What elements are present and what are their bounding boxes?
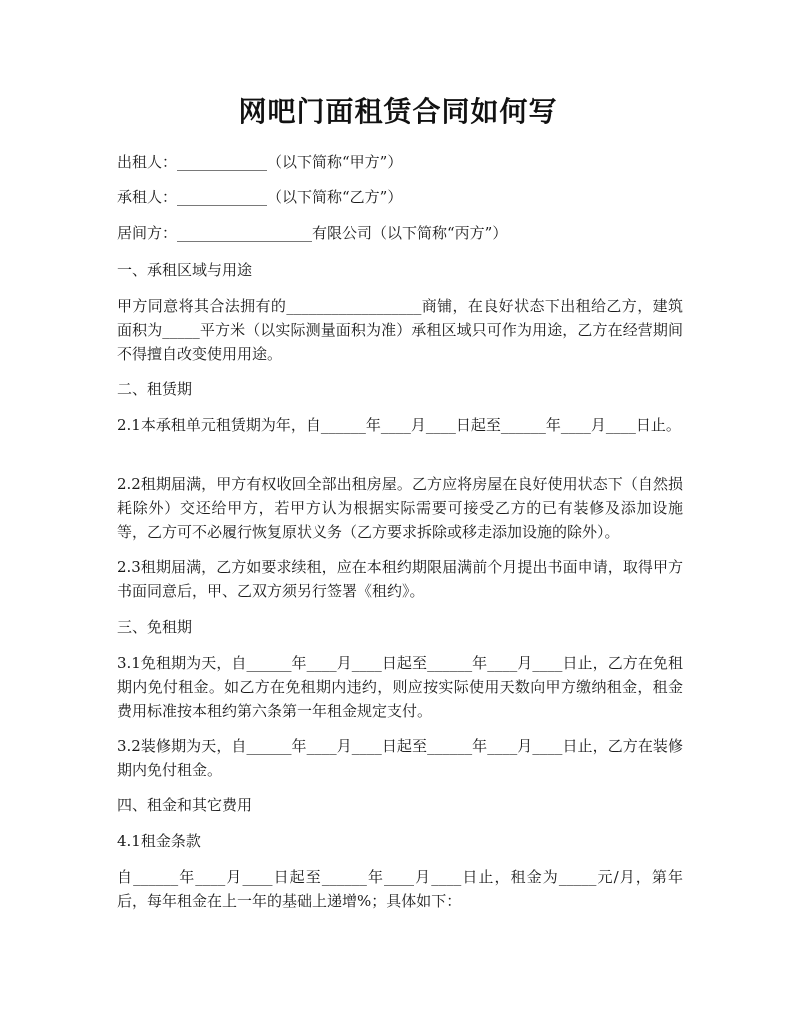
lessor-line: 出租人：____________（以下简称“甲方”）	[117, 153, 403, 171]
section-heading-4: 四、租金和其它费用	[117, 796, 253, 814]
clause-3-1: 3.1免租期为天，自______年____月____日起至______年____月____日止，乙方在免租期内免付租金。如乙方在免租期内违约，则应按实际使用天数向甲方缴纳租金，租金费用标准按本租约第六条第一年租金规定支付。	[117, 654, 683, 720]
intermediary-line: 居间方：__________________有限公司（以下简称“丙方”）	[117, 224, 508, 242]
section-heading-2: 二、租赁期	[117, 380, 193, 398]
clause-2-1: 2.1本承租单元租赁期为年，自______年____月____日起至______年____月____日止。	[117, 416, 681, 434]
clause-2-3: 2.3租期届满，乙方如要求续租，应在本租约期限届满前个月提出书面申请，取得甲方书面同意后，甲、乙双方须另行签署《租约》。	[117, 558, 683, 600]
lessee-line: 承租人：____________（以下简称“乙方”）	[117, 188, 403, 206]
section-1-paragraph: 甲方同意将其合法拥有的__________________商铺，在良好状态下出租给乙方，建筑面积为_____平方米（以实际测量面积为准）承租区域只可作为用途，乙方在经营期间不得擅自改变使用用途。	[117, 297, 683, 363]
clause-2-2: 2.2租期届满，甲方有权收回全部出租房屋。乙方应将房屋在良好使用状态下（自然损耗除外）交还给甲方，若甲方认为根据实际需要可接受乙方的已有装修及添加设施等，乙方可不必履行恢复原状义务（乙方要求拆除或移走添加设施的除外）。	[117, 475, 683, 541]
clause-3-2: 3.2装修期为天，自______年____月____日起至______年____月____日止，乙方在装修期内免付租金。	[117, 737, 683, 779]
section-heading-3: 三、免租期	[117, 618, 193, 636]
section-heading-1: 一、承租区域与用途	[117, 261, 253, 279]
page-title: 网吧门面租赁合同如何写	[238, 95, 558, 128]
clause-4-1-heading: 4.1租金条款	[117, 832, 201, 850]
clause-4-1-paragraph: 自______年____月____日起至______年____月____日止，租金为_____元/月，第年后，每年租金在上一年的基础上递增%；具体如下：	[117, 868, 683, 910]
